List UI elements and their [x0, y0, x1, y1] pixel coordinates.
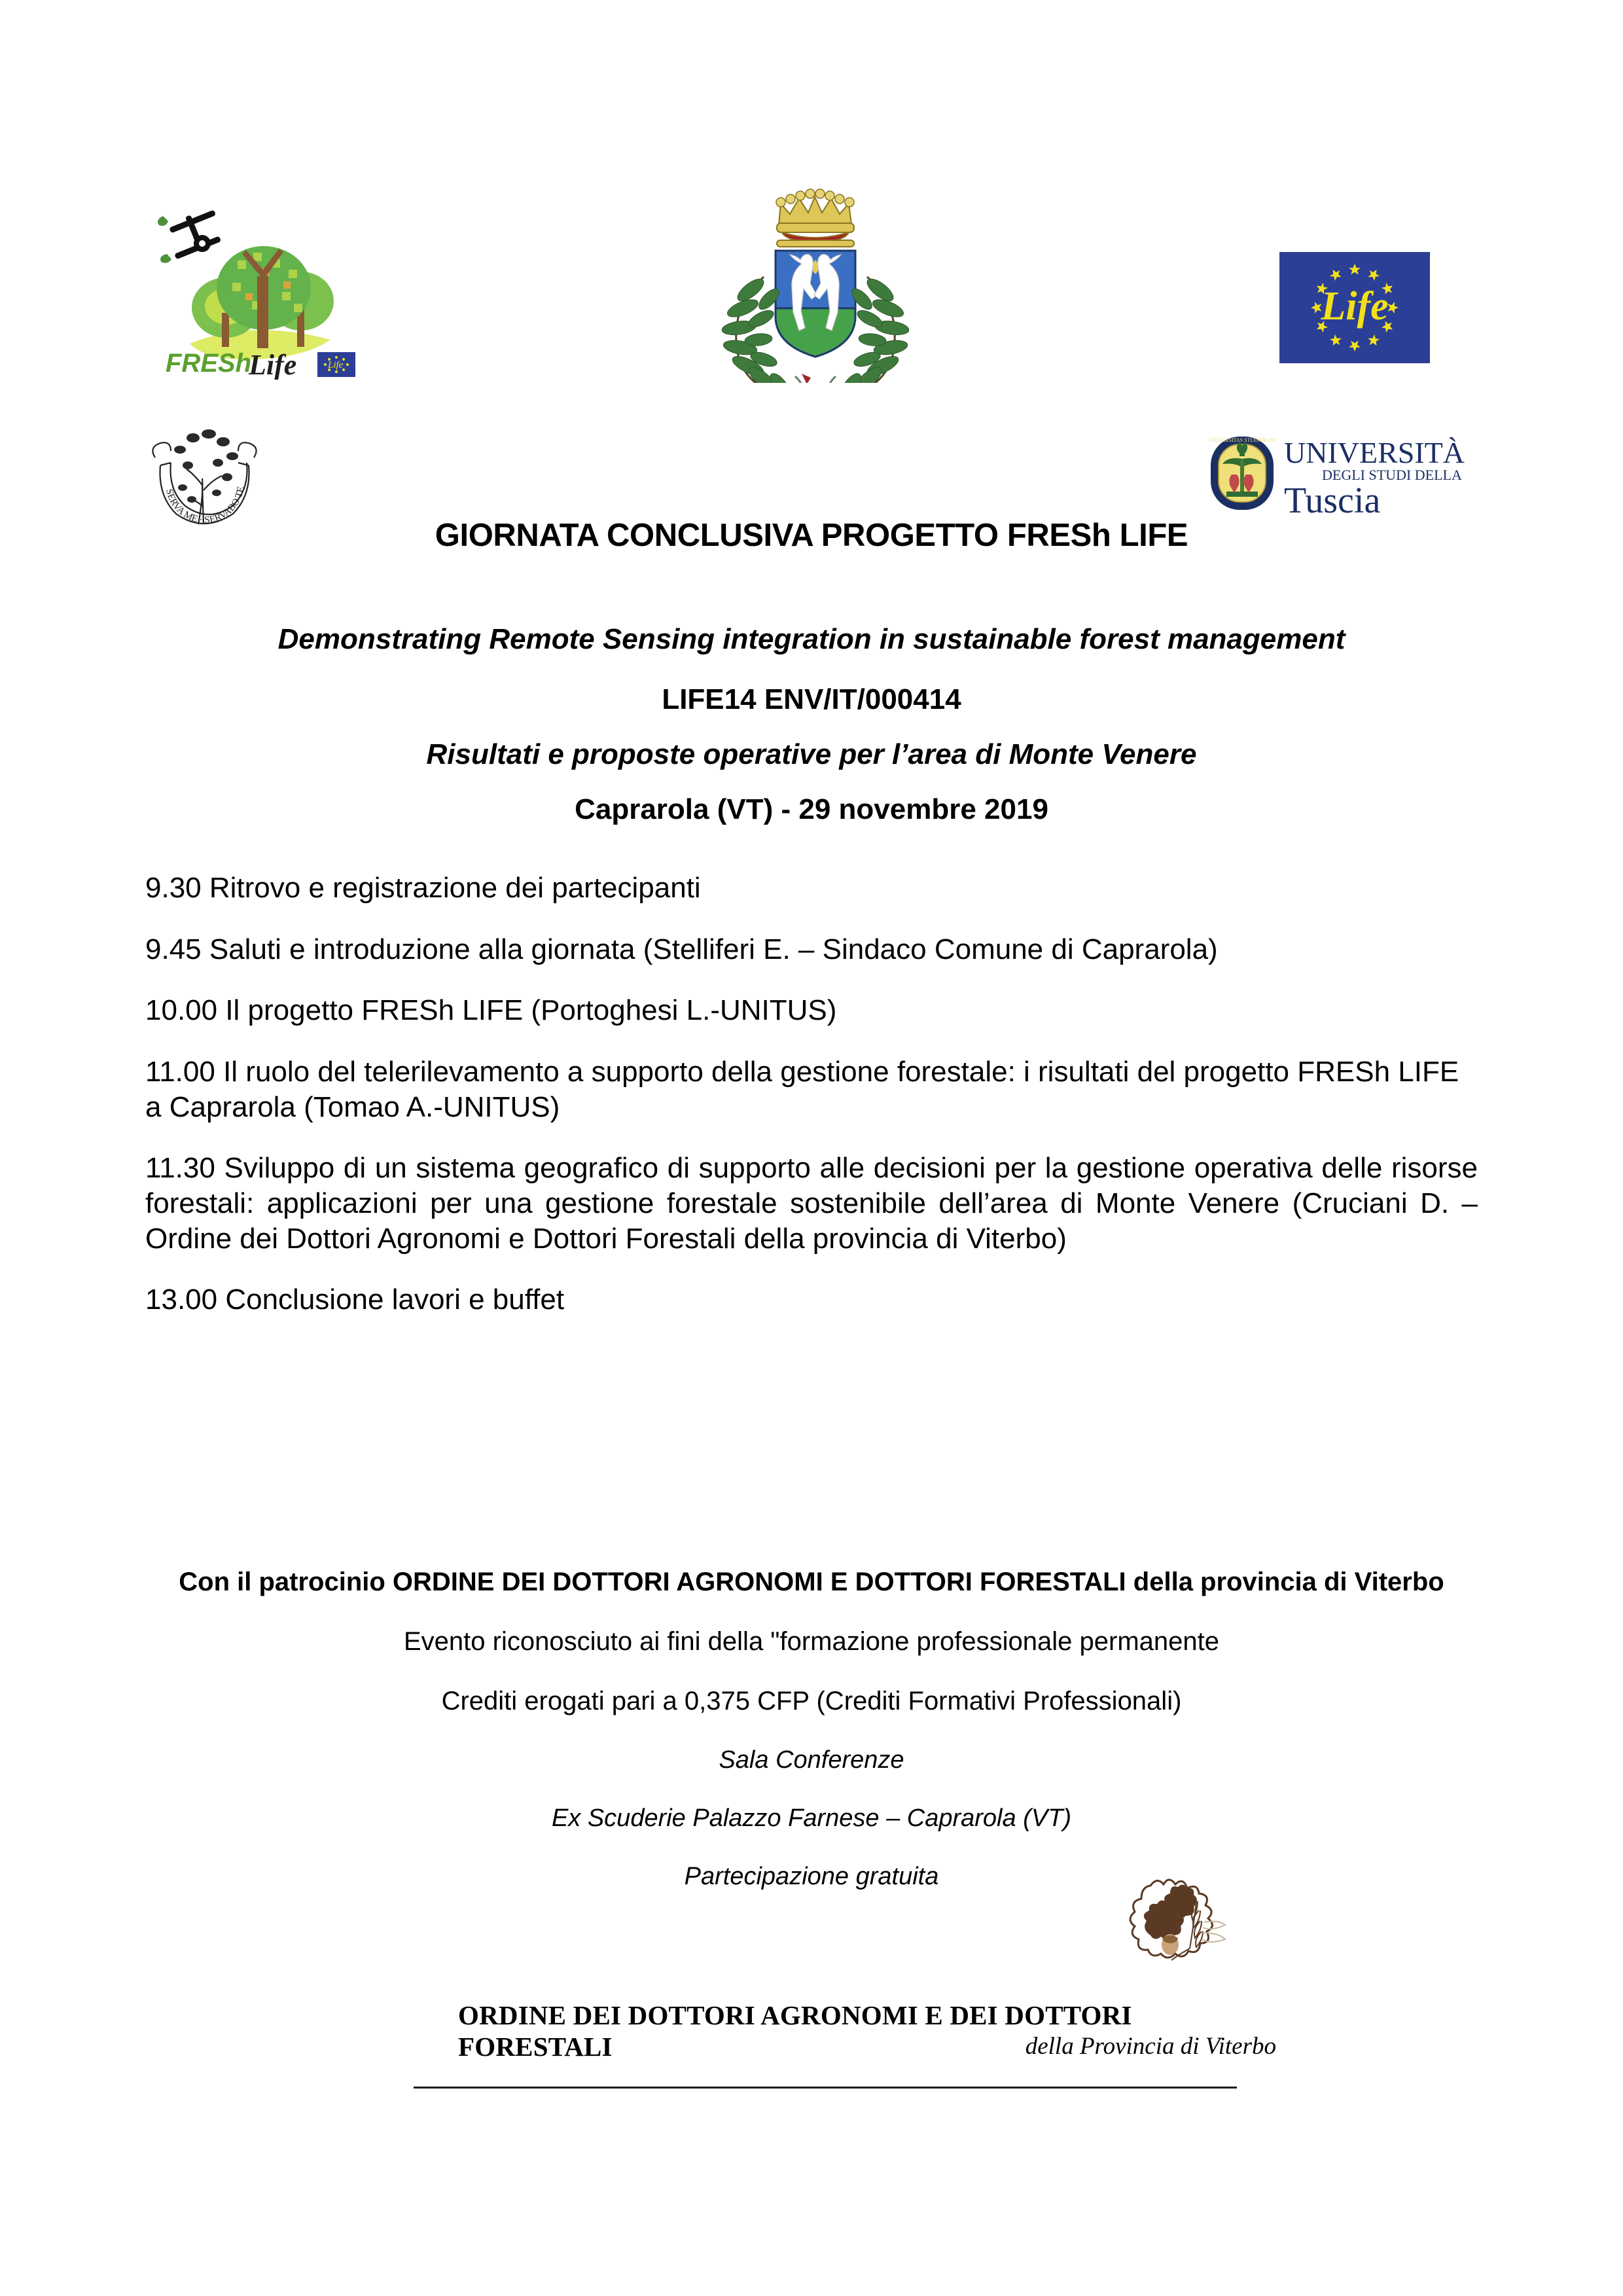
logo-band	[0, 0, 1623, 537]
subtitle-line-4: Caprarola (VT) - 29 novembre 2019	[575, 793, 1048, 825]
agenda-item: 13.00 Conclusione lavori e buffet	[145, 1283, 565, 1316]
tuscia-line3: Tuscia	[1284, 480, 1381, 517]
agenda-item: 11.30 Sviluppo di un sistema geografico di supporto alle decisioni per la gestione operativa delle risorse forestali: applicazioni per una gestione forestale sostenibile dell’area di Monte Venere (Cruciani D. – Ordine dei Dottori Agronomi e Dottori Forestali della provincia di Viterbo)	[145, 1152, 1478, 1255]
eu-life-programme-logo	[1279, 252, 1430, 363]
crediti-line: Crediti erogati pari a 0,375 CFP (Crediti Formativi Professionali)	[441, 1687, 1182, 1715]
subtitle-line-3: Risultati e proposte operative per l’area di Monte Venere	[426, 738, 1197, 770]
tuscia-line1: UNIVERSITÀ	[1284, 436, 1465, 469]
agenda-item: 10.00 Il progetto FRESh LIFE (Portoghesi L.-UNITUS)	[145, 994, 837, 1027]
svg-text:Life: Life	[249, 349, 297, 380]
agenda-item: 11.00 Il ruolo del telerilevamento a supporto della gestione forestale: i risultati del progetto FRESh LIFE a Caprarola (Tomao A.-UNITUS)	[145, 1056, 1459, 1123]
comune-di-caprarola-coat-of-arms	[704, 180, 926, 383]
page-title: GIORNATA CONCLUSIVA PROGETTO FRESh LIFE	[435, 518, 1188, 553]
partecipazione-line: Partecipazione gratuita	[684, 1863, 939, 1890]
agenda-list	[145, 870, 1478, 1344]
svg-text:UNIVERSITAS STUDIORUM: UNIVERSITAS STUDIORUM	[1209, 437, 1275, 443]
subtitle-line-2: LIFE14 ENV/IT/000414	[662, 683, 961, 715]
eu-life-wordmark: Life	[1321, 284, 1389, 329]
footer-block	[0, 1568, 1623, 1921]
agenda-item: 9.30 Ritrovo e registrazione dei partecipanti	[145, 872, 701, 904]
sede-line: Ex Scuderie Palazzo Farnese – Caprarola (VT)	[551, 1804, 1072, 1832]
evento-line: Evento riconosciuto ai fini della "formazione professionale permanente	[403, 1627, 1219, 1656]
sala-line: Sala Conferenze	[719, 1746, 904, 1774]
svg-text:Life: Life	[328, 360, 344, 370]
academy-seal-motto: SERVA ME · SERVABO TE	[164, 485, 247, 526]
patrocinio-line: Con il patrocinio ORDINE DEI DOTTORI AGRONOMI E DOTTORI FORESTALI della provincia di Viterbo	[179, 1568, 1444, 1596]
ordine-title: ORDINE DEI DOTTORI AGRONOMI E DEI DOTTORI FORESTALI	[458, 2000, 1132, 2062]
subtitle-line-1: Demonstrating Remote Sensing integration in sustainable forest management	[277, 623, 1346, 655]
ordine-provincia-viterbo-mark	[1113, 1862, 1247, 1983]
fresh-life-wordmark: FRESh	[166, 349, 252, 378]
fresh-life-logo	[154, 196, 370, 380]
universita-della-tuscia-logo	[1204, 429, 1466, 517]
footer-divider	[414, 2087, 1237, 2089]
ordine-subtitle: della Provincia di Viterbo	[1025, 2033, 1276, 2060]
subtitle-block	[0, 625, 1623, 824]
tuscia-line2: DEGLI STUDI DELLA	[1322, 467, 1462, 483]
agenda-item: 9.45 Saluti e introduzione alla giornata (Stelliferi E. – Sindaco Comune di Caprarola)	[145, 933, 1218, 965]
